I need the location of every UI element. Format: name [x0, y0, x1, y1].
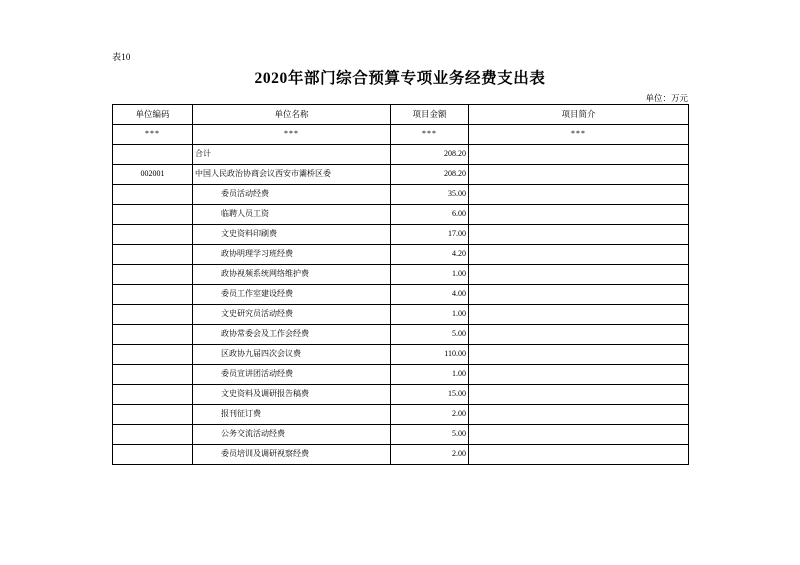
- column-header-name: 单位名称: [193, 105, 391, 125]
- cell-name: 临聘人员工资: [193, 205, 391, 225]
- cell-amount: 5.00: [391, 325, 469, 345]
- cell-amount: 4.20: [391, 245, 469, 265]
- cell-code: [113, 225, 193, 245]
- table-row: [113, 205, 689, 225]
- cell-code: [113, 185, 193, 205]
- table-row-stars: [113, 125, 689, 145]
- cell-desc: [469, 245, 689, 265]
- table-row: [113, 265, 689, 285]
- cell-desc: [469, 405, 689, 425]
- cell-code: [113, 265, 193, 285]
- table-label: 表10: [112, 52, 131, 62]
- cell-desc: [469, 425, 689, 445]
- cell-desc: [469, 325, 689, 345]
- cell-code: [113, 365, 193, 385]
- cell-code: [113, 345, 193, 365]
- cell-code: [113, 205, 193, 225]
- cell-amount: 5.00: [391, 425, 469, 445]
- table-header-row: [113, 105, 689, 125]
- cell-name: 政协视频系统网络维护费: [193, 265, 391, 285]
- cell-code: [113, 385, 193, 405]
- column-header-desc: 项目简介: [469, 105, 689, 125]
- cell-name: 政协常委会及工作会经费: [193, 325, 391, 345]
- cell-code: [113, 405, 193, 425]
- table-row: [113, 285, 689, 305]
- cell-name: 委员培训及调研视察经费: [193, 445, 391, 465]
- table-row: [113, 405, 689, 425]
- cell-amount: 2.00: [391, 445, 469, 465]
- table-row: [113, 225, 689, 245]
- column-header-amount: 项目金额: [391, 105, 469, 125]
- table-row: [113, 385, 689, 405]
- cell-amount: 1.00: [391, 265, 469, 285]
- cell-amount: 4.00: [391, 285, 469, 305]
- cell-name: 文史资料及调研报告稿费: [193, 385, 391, 405]
- column-header-code: 单位编码: [113, 105, 193, 125]
- cell-name: 文史研究员活动经费: [193, 305, 391, 325]
- cell-name: 委员工作室建设经费: [193, 285, 391, 305]
- cell-amount: 17.00: [391, 225, 469, 245]
- cell-name: 政协明理学习班经费: [193, 245, 391, 265]
- table-row: [113, 245, 689, 265]
- table-row: [113, 425, 689, 445]
- cell-name: 区政协九届四次会议费: [193, 345, 391, 365]
- cell-desc: [469, 225, 689, 245]
- cell-name: ***: [193, 125, 391, 145]
- cell-desc: [469, 165, 689, 185]
- table-row: [113, 305, 689, 325]
- cell-name: 中国人民政治协商会议西安市灞桥区委: [193, 165, 391, 185]
- cell-code: [113, 305, 193, 325]
- cell-code: [113, 425, 193, 445]
- cell-amount: 35.00: [391, 185, 469, 205]
- cell-code: [113, 285, 193, 305]
- cell-desc: [469, 265, 689, 285]
- cell-amount: 15.00: [391, 385, 469, 405]
- cell-amount: 208.20: [391, 145, 469, 165]
- cell-desc: [469, 365, 689, 385]
- table-row: [113, 185, 689, 205]
- cell-amount: 110.00: [391, 345, 469, 365]
- cell-name: 文史资料印刷费: [193, 225, 391, 245]
- cell-name: 委员宣讲团活动经费: [193, 365, 391, 385]
- cell-desc: [469, 205, 689, 225]
- table-header: [113, 105, 689, 125]
- page-title: 2020年部门综合预算专项业务经费支出表: [254, 70, 546, 87]
- cell-desc: ***: [469, 125, 689, 145]
- table-row: [113, 345, 689, 365]
- cell-desc: [469, 185, 689, 205]
- cell-amount: 208.20: [391, 165, 469, 185]
- cell-code: [113, 325, 193, 345]
- cell-desc: [469, 145, 689, 165]
- cell-code: ***: [113, 125, 193, 145]
- unit-note: 单位：万元: [645, 93, 688, 103]
- cell-code: [113, 245, 193, 265]
- table-row: [113, 445, 689, 465]
- cell-desc: [469, 305, 689, 325]
- budget-table: [112, 104, 689, 465]
- cell-amount: 1.00: [391, 365, 469, 385]
- cell-amount: 1.00: [391, 305, 469, 325]
- cell-desc: [469, 285, 689, 305]
- cell-name: 公务交流活动经费: [193, 425, 391, 445]
- cell-amount: 6.00: [391, 205, 469, 225]
- cell-desc: [469, 385, 689, 405]
- cell-code: [113, 445, 193, 465]
- table-row: [113, 165, 689, 185]
- cell-amount: 2.00: [391, 405, 469, 425]
- cell-amount: ***: [391, 125, 469, 145]
- cell-name: 合计: [193, 145, 391, 165]
- cell-desc: [469, 345, 689, 365]
- cell-code: 002001: [113, 165, 193, 185]
- cell-desc: [469, 445, 689, 465]
- table-row: [113, 365, 689, 385]
- table-row: [113, 325, 689, 345]
- cell-name: 委员活动经费: [193, 185, 391, 205]
- cell-code: [113, 145, 193, 165]
- cell-name: 报刊征订费: [193, 405, 391, 425]
- table-body: [113, 125, 689, 465]
- table-row: [113, 145, 689, 165]
